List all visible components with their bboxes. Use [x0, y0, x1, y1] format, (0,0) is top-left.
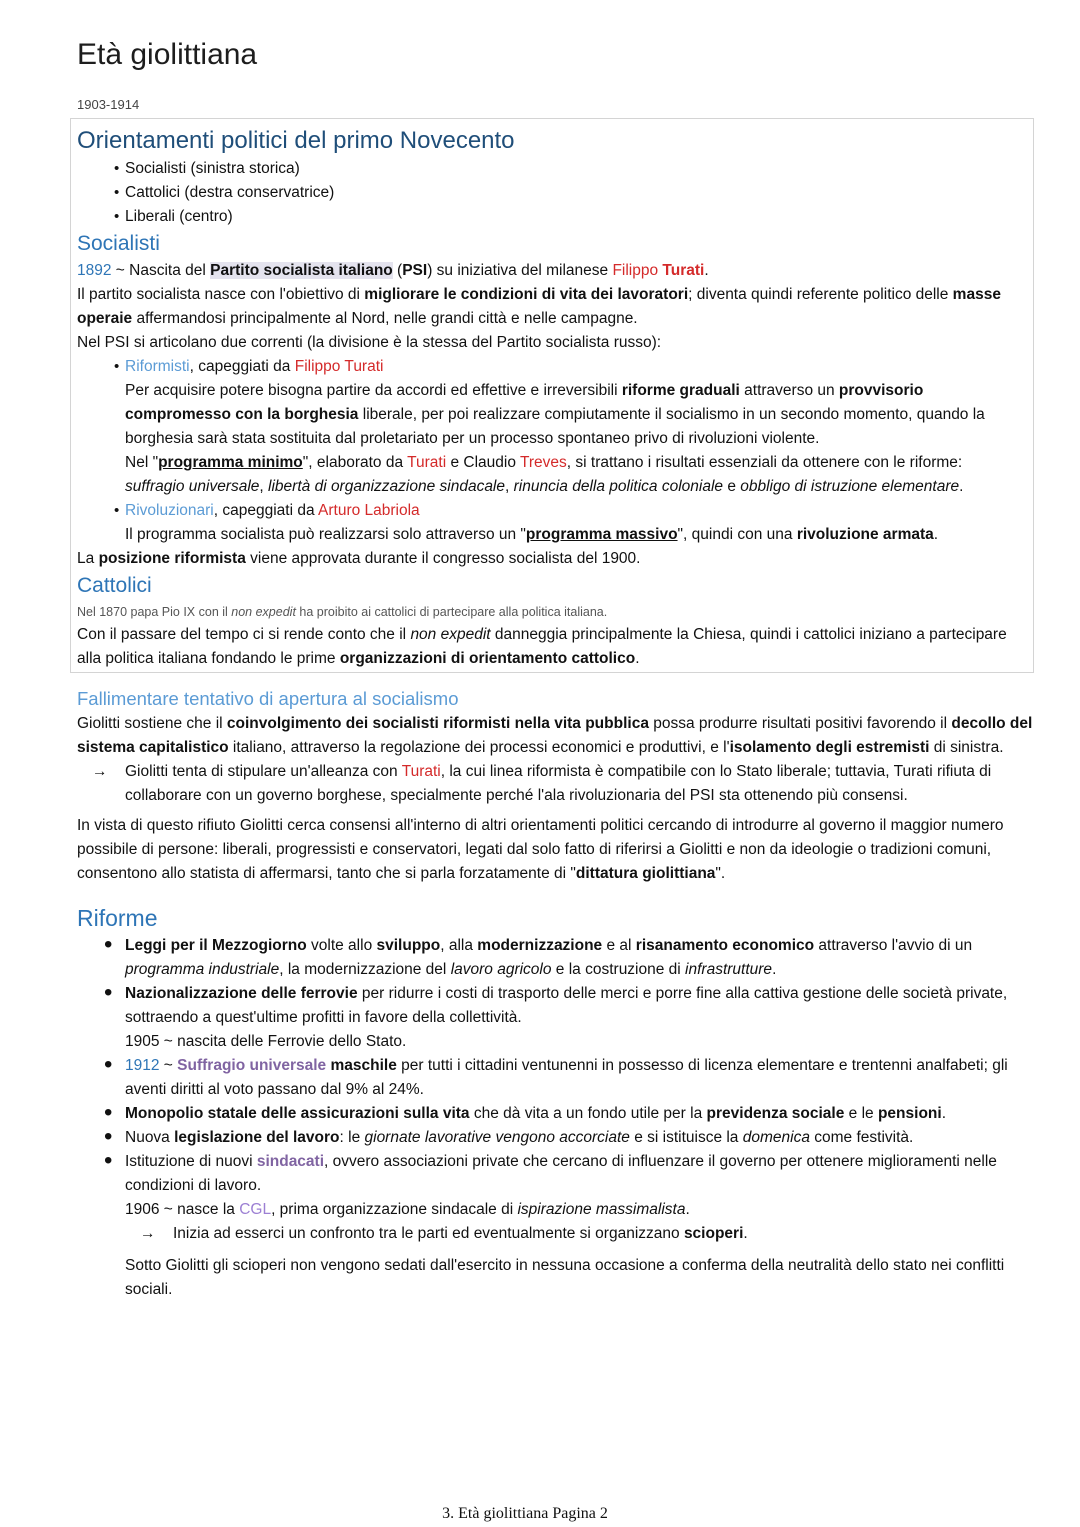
text-run: (: [392, 262, 403, 279]
person-name: Turati: [407, 454, 447, 471]
bold-term: migliorare le condizioni di vita dei lavoratori: [364, 286, 689, 303]
non-expedit-note: [77, 601, 1023, 623]
bold-term: sviluppo: [376, 937, 441, 954]
current-description: [125, 379, 1023, 451]
person-name: Turati: [401, 763, 441, 780]
text-run: ~: [159, 1057, 178, 1074]
psi-founding: [77, 259, 1023, 283]
orientation-item: • Cattolici (destra conservatrice): [125, 181, 1023, 205]
text-run: ", quindi con una: [677, 526, 797, 543]
bold-term: rivoluzione armata: [796, 526, 934, 543]
text-run: ) su iniziativa del milanese: [427, 262, 613, 279]
psi-outcome: [77, 547, 1023, 571]
bold-term: Monopolio statale delle assicurazioni sulla vita: [125, 1105, 470, 1122]
page-title: Età giolittiana: [77, 38, 258, 71]
bold-term: decollo del sistema capitalistico: [77, 715, 1033, 756]
bold-term: modernizzazione: [477, 937, 603, 954]
current-name: Riformisti: [125, 358, 190, 375]
text-run: La: [77, 550, 99, 567]
text-run: attraverso l'avvio di un: [814, 937, 973, 954]
text-run: ~ Nascita del: [111, 262, 211, 279]
sindacati-text: [125, 1150, 1035, 1198]
italic-term: infrastrutture: [685, 961, 773, 978]
bold-term: risanamento economico: [635, 937, 815, 954]
text-run: , la modernizzazione del: [279, 961, 451, 978]
text-run: e le: [844, 1105, 878, 1122]
arrow-icon: →: [92, 763, 108, 780]
highlight-term: sindacati: [256, 1153, 325, 1170]
bold-term: dittatura giolittiana: [575, 865, 716, 882]
psi-aim: [77, 283, 1023, 331]
person-name: Turati: [662, 262, 705, 279]
text-run: .: [635, 650, 640, 667]
bold-term: riforme graduali: [621, 382, 740, 399]
bold-term: organizzazioni di orientamento cattolico: [339, 650, 636, 667]
text-run: .: [959, 478, 964, 495]
riforma-ferrovie: [125, 982, 1035, 1054]
text-run: Per acquisire potere bisogna partire da accordi ed effettive e irreversibili: [125, 382, 622, 399]
text-run: Nuova: [125, 1129, 175, 1146]
apertura-heading: Fallimentare tentativo di apertura al socialismo: [77, 688, 459, 709]
text-run: che dà vita a un fondo utile per la: [469, 1105, 707, 1122]
cattolici-heading: Cattolici: [77, 574, 152, 597]
italic-term: domenica: [742, 1129, 810, 1146]
bold-term: previdenza sociale: [706, 1105, 845, 1122]
bold-term: scioperi: [683, 1225, 744, 1242]
programma-minimo: [125, 451, 1023, 499]
riforme-heading: Riforme: [77, 905, 158, 931]
person-name: Treves: [519, 454, 567, 471]
text-run: , prima organizzazione sindacale di: [271, 1201, 518, 1218]
italic-term: libertà di organizzazione sindacale: [268, 478, 505, 495]
text-run: , si trattano i risultati essenziali da ottenere con le riforme:: [566, 454, 963, 471]
alliance-item: [77, 760, 1035, 808]
orientamenti-heading: Orientamenti politici del primo Novecento: [77, 127, 515, 154]
current-riformisti: [125, 355, 1023, 499]
page-footer: 3. Età giolittiana Pagina 2: [442, 1505, 608, 1522]
text-run: ; diventa quindi referente politico delle: [688, 286, 953, 303]
text-run: e la costruzione di: [551, 961, 686, 978]
text-run: Con il passare del tempo ci si rende conto che il: [77, 626, 411, 643]
italic-term: ispirazione massimalista: [517, 1201, 686, 1218]
text-run: ,: [505, 478, 514, 495]
text-run: Nel ": [125, 454, 159, 471]
current-description: [125, 523, 1023, 547]
text-run: possa produrre risultati positivi favorendo il: [648, 715, 952, 732]
current-rivoluzionari: [125, 499, 1023, 547]
text-run: , capeggiati da: [189, 358, 295, 375]
riforma-lavoro: [125, 1126, 1035, 1150]
orientation-item: • Socialisti (sinistra storica): [125, 157, 1023, 181]
text-run: .: [704, 262, 709, 279]
text-run: italiano, attraverso la regolazione dei processi economici e produttivi, e l': [228, 739, 730, 756]
bold-term: pensioni: [877, 1105, 942, 1122]
text-run: Giolitti sostiene che il: [77, 715, 227, 732]
ferrovie-date: 1905 ~ nascita delle Ferrovie dello Stato.: [125, 1033, 407, 1050]
riforma-suffragio: [125, 1054, 1035, 1102]
orientamenti-container: [70, 118, 1034, 673]
bold-term: provvisorio compromesso con la borghesia: [125, 382, 924, 423]
neutralita-text: Sotto Giolitti gli scioperi non vengono sedati dall'esercito in nessuna occasione a conferma della neutralità dello stato nei conflitti sociali.: [125, 1257, 1005, 1298]
bold-term: masse operaie: [77, 286, 1001, 327]
current-heading: [125, 499, 1023, 523]
text-run: Il partito socialista nasce con l'obiettivo di: [77, 286, 365, 303]
arrow-icon: →: [140, 1225, 156, 1242]
apertura-text: [77, 712, 1035, 760]
text-run: , la cui linea riformista è compatibile con lo Stato liberale; tuttavia, Turati rifiuta di collaborare con un governo borghese, specialmente perché l'ala rivoluzionaria del PSI sta ottenendo più consensi.: [125, 763, 992, 804]
cattolici-text: [77, 623, 1023, 671]
text-run: 1906 ~ nasce la: [125, 1201, 240, 1218]
bold-term: Leggi per il Mezzogiorno: [125, 937, 307, 954]
text-run: ", elaborato da: [302, 454, 408, 471]
italic-term: obbligo di istruzione elementare: [740, 478, 960, 495]
text-run: liberale, per poi realizzare compiutamente il socialismo in un secondo momento, quando la borghesia sarà stata sostituita dal proletariato per un processo spontaneo privo di rivoluzioni violente.: [125, 406, 985, 447]
italic-term: non expedit: [231, 605, 296, 619]
ferrovie-text: [125, 982, 1035, 1030]
italic-term: programma industriale: [125, 961, 280, 978]
text-run: e si istituisce la: [629, 1129, 743, 1146]
page-date: 1903-1914: [77, 97, 140, 112]
text-run: ".: [715, 865, 726, 882]
text-run: .: [772, 961, 777, 978]
text-run: di sinistra.: [929, 739, 1004, 756]
text-run: come festività.: [809, 1129, 914, 1146]
person-name: Filippo: [612, 262, 663, 279]
text-run: e al: [602, 937, 636, 954]
highlight-term: CGL: [239, 1201, 272, 1218]
text-run: .: [941, 1105, 947, 1122]
text-run: In vista di questo rifiuto Giolitti cerca consensi all'interno di altri orientamenti politici cercando di introdurre al governo il maggior numero possibile di persone: liberali, progressisti e conservatori, legati dal solo fatto di riferirsi a Giolitti e non da ideologie o tradizioni comuni, consentono allo statista di affermarsi, tanto che si parla forzatamente di ": [77, 817, 1004, 882]
text-run: per ridurre i costi di trasporto delle merci e porre fine alla cattiva gestione delle società private, sottraendo a quest'ultime profitti in favore della collettività.: [125, 985, 1008, 1026]
italic-term: suffragio universale: [125, 478, 260, 495]
text-run: , capeggiati da: [213, 502, 319, 519]
text-run: , ovvero associazioni private che cercano di influenzare il governo per ottenere miglioramenti nelle condizioni di lavoro.: [125, 1153, 997, 1194]
text-run: .: [743, 1225, 748, 1242]
current-name: Rivoluzionari: [125, 502, 214, 519]
italic-term: non expedit: [410, 626, 491, 643]
text-run: Inizia ad esserci un confronto tra le parti ed eventualmente si organizzano: [173, 1225, 684, 1242]
text-run: Giolitti tenta di stipulare un'alleanza con: [125, 763, 402, 780]
text-run: volte allo: [306, 937, 377, 954]
highlight-term: Partito socialista italiano: [210, 262, 393, 279]
bold-term: legislazione del lavoro: [174, 1129, 340, 1146]
cgl-text: [125, 1198, 1035, 1222]
year-1912: 1912: [125, 1057, 160, 1074]
person-name: Filippo Turati: [294, 358, 384, 375]
bold-term: Nazionalizzazione delle ferrovie: [125, 985, 358, 1002]
psi-currents-intro: Nel PSI si articolano due correnti (la divisione è la stessa del Partito socialista russo):: [77, 334, 662, 351]
scioperi-item: [125, 1222, 1035, 1246]
bold-term: isolamento degli estremisti: [729, 739, 930, 756]
orientations-list: [77, 157, 1023, 229]
italic-term: giornate lavorative vengono accorciate: [364, 1129, 630, 1146]
text-run: ,: [259, 478, 269, 495]
text-run: affermandosi principalmente al Nord, nelle grandi città e nelle campagne.: [132, 310, 638, 327]
riforma-mezzogiorno: [125, 934, 1035, 982]
orientation-item: • Liberali (centro): [125, 205, 1023, 229]
text-run: e Claudio: [446, 454, 520, 471]
bold-term: coinvolgimento dei socialisti riformisti nella vita pubblica: [226, 715, 649, 732]
text-run: Il programma socialista può realizzarsi solo attraverso un ": [125, 526, 526, 543]
riforma-sindacati: [125, 1150, 1035, 1302]
riforme-list: [77, 934, 1035, 1302]
text-run: .: [933, 526, 939, 543]
underlined-term: programma minimo: [158, 454, 303, 471]
bold-term: posizione riformista: [98, 550, 246, 567]
text-run: .: [685, 1201, 690, 1218]
bold-term: PSI: [402, 262, 428, 279]
socialisti-heading: Socialisti: [77, 232, 160, 255]
text-run: Nel 1870 papa Pio IX con il: [77, 605, 232, 619]
text-run: danneggia principalmente la Chiesa, quindi i cattolici iniziano a partecipare alla politica italiana fondando le prime: [77, 626, 1007, 667]
year-1892: 1892: [77, 262, 112, 279]
text-run: e: [723, 478, 741, 495]
current-heading: [125, 355, 1023, 379]
bold-term: maschile: [326, 1057, 397, 1074]
consensi-text: [77, 814, 1035, 886]
text-run: viene approvata durante il congresso socialista del 1900.: [245, 550, 641, 567]
text-run: , alla: [440, 937, 478, 954]
text-run: Istituzione di nuovi: [125, 1153, 257, 1170]
italic-term: rinuncia della politica coloniale: [513, 478, 724, 495]
text-run: attraverso un: [739, 382, 839, 399]
currents-list: [77, 355, 1023, 547]
text-run: : le: [339, 1129, 365, 1146]
person-name: Arturo Labriola: [318, 502, 420, 519]
highlight-term: Suffragio universale: [177, 1057, 327, 1074]
text-run: ha proibito ai cattolici di partecipare alla politica italiana.: [295, 605, 608, 619]
riforma-assicurazioni: [125, 1102, 1035, 1126]
italic-term: lavoro agricolo: [450, 961, 552, 978]
text-run: per tutti i cittadini ventunenni in possesso di licenza elementare e trentenni analfabeti; gli aventi diritti al voto passano dal 9% al 24%.: [125, 1057, 1008, 1098]
underlined-term: programma massivo: [525, 526, 678, 543]
